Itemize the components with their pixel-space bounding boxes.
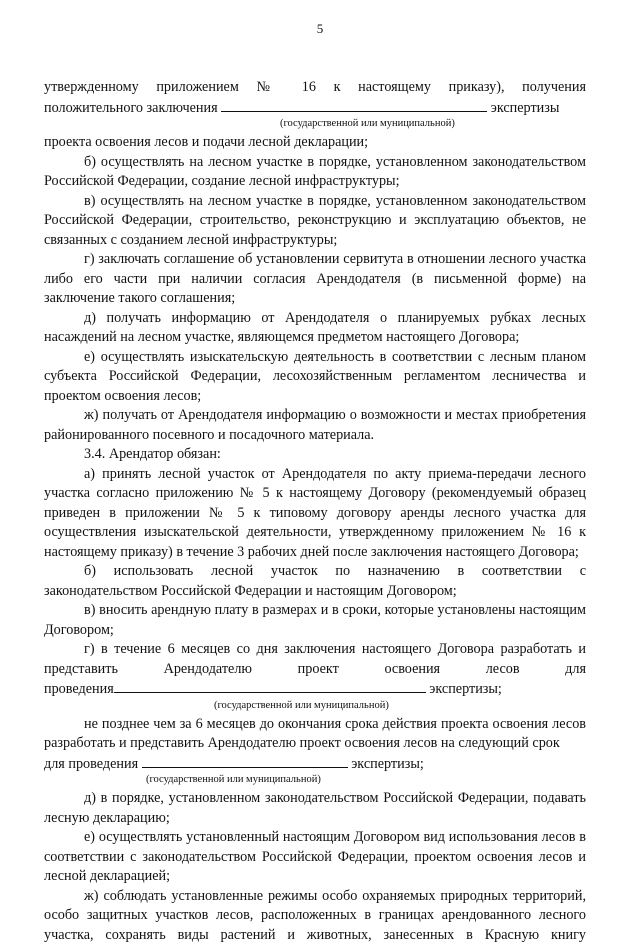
text-fragment: положительного заключения [44, 100, 218, 116]
blank-caption: (государственной или муниципальной) [214, 700, 586, 711]
blank-caption: (государственной или муниципальной) [146, 774, 586, 785]
paragraph-g: г) заключать соглашение об установлении сервитута в отношении лесного участка либо его части при наличии согласия Арендодателя (в письменной форме) на заключение такого соглашения; [44, 250, 586, 309]
paragraph-d: д) получать информацию от Арендодателя о планируемых рубках лесных насаждений на лесном участке, являющемся предметом настоящего Договора; [44, 309, 586, 348]
paragraph-next-term: не позднее чем за 6 месяцев до окончания срока действия проекта освоения лесов разработать и представить Арендодателю проект освоения лесов на следующий срок [44, 715, 586, 754]
page-number: 5 [0, 21, 640, 37]
paragraph-b: б) осуществлять на лесном участке в порядке, установленном законодательством Российской Федерации, создание лесной инфраструктуры; [44, 153, 586, 192]
paragraph-a-continued: утвержденному приложением № 16 к настоящему приказу), получения [44, 78, 586, 98]
paragraph-zh: ж) получать от Арендодателя информацию о возможности и местах приобретения районированного посевного и посадочного материала. [44, 406, 586, 445]
paragraph-g2-line-blank [44, 679, 586, 700]
paragraph-a2: а) принять лесной участок от Арендодателя по акту приема-передачи лесного участка согласно приложению № 5 к настоящему Договору (рекомендуемый образец приведен в приложении № 5 к типовому договору аренды лесного участка для осуществления изыскательской деятельности, утвержденному приложением № 16 к настоящему приказу) в течение 3 рабочих дней после заключения настоящего Договора; [44, 465, 586, 563]
blank-caption: (государственной или муниципальной) [280, 118, 586, 129]
section-3-4-heading: 3.4. Арендатор обязан: [44, 445, 586, 465]
paragraph-e: е) осуществлять изыскательскую деятельность в соответствии с лесным планом субъекта Российской Федерации, лесохозяйственным регламентом лесничества и проектом освоения лесов; [44, 348, 586, 407]
paragraph-next-term-blank [44, 754, 586, 775]
paragraph-b2-line2: законодательством Российской Федерации и настоящим Договором; [44, 582, 586, 602]
text-fragment: экспертизы; [351, 756, 424, 772]
text-fragment: экспертизы [491, 100, 560, 116]
paragraph-g2-line2: представить Арендодателю проект освоения лесов для [44, 660, 586, 680]
paragraph-a-line-blank [44, 98, 586, 119]
fill-in-blank [114, 679, 426, 693]
fill-in-blank [221, 98, 487, 112]
fill-in-blank [142, 754, 348, 768]
text-fragment: проведения [44, 681, 114, 697]
document-body [44, 78, 586, 945]
paragraph-e2: е) осуществлять установленный настоящим Договором вид использования лесов в соответствии с законодательством Российской Федерации, проектом освоения лесов и лесной декларацией; [44, 828, 586, 887]
paragraph-g2-line1: г) в течение 6 месяцев со дня заключения настоящего Договора разработать и [44, 640, 586, 660]
paragraph-d2: д) в порядке, установленном законодательством Российской Федерации, подавать лесную декларацию; [44, 789, 586, 828]
paragraph-v: в) осуществлять на лесном участке в порядке, установленном законодательством Российской Федерации, строительство, реконструкцию и эксплуатацию объектов, не связанных с созданием лесной инфраструктуры; [44, 192, 586, 251]
paragraph-a-end: проекта освоения лесов и подачи лесной декларации; [44, 133, 586, 153]
text-fragment: экспертизы; [429, 681, 502, 697]
paragraph-b2-line1: б) использовать лесной участок по назначению в соответствии с [44, 562, 586, 582]
text-fragment: для проведения [44, 756, 138, 772]
paragraph-zh2: ж) соблюдать установленные режимы особо охраняемых природных территорий, особо защитных участков лесов, расположенных в границах арендованного лесного участка, сохранять виды растений и животных, занесенных в Красную книгу [44, 887, 586, 945]
paragraph-v2: в) вносить арендную плату в размерах и в сроки, которые установлены настоящим Договором; [44, 601, 586, 640]
